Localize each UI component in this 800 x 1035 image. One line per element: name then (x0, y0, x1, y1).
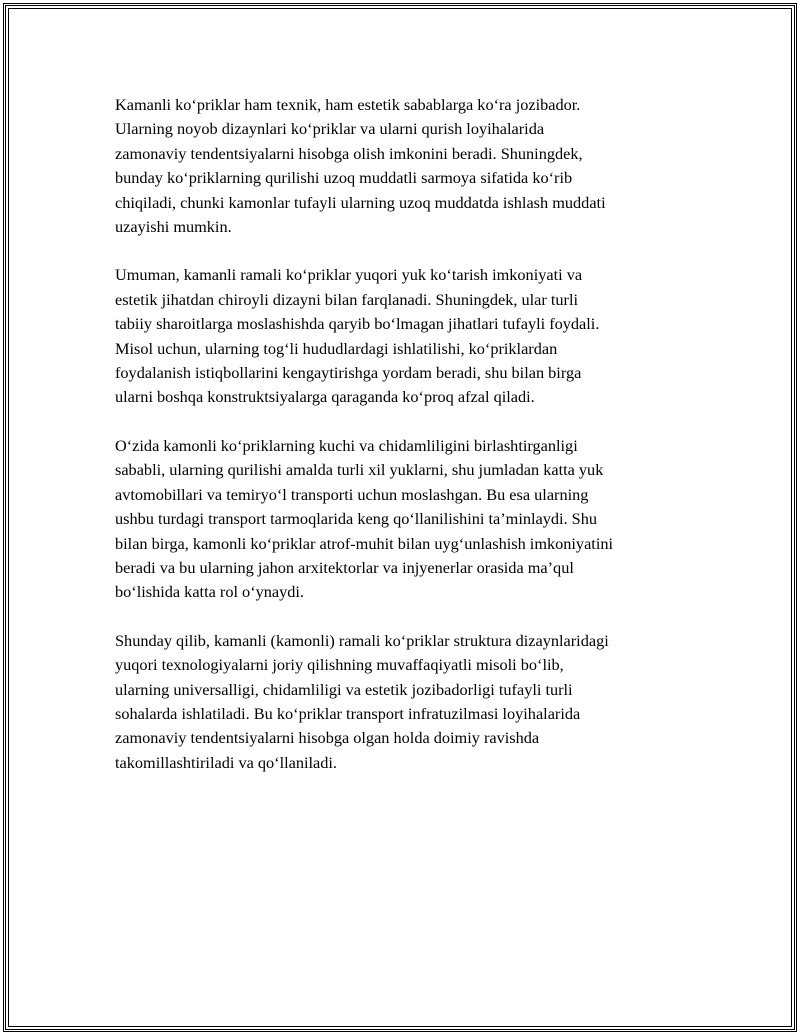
paragraph-2: Umuman, kamanli ramali ko‘priklar yuqori yuk ko‘tarish imkoniyati va estetik jihatdan chiroyli dizayni bilan farqlanadi. Shuningdek, ular turli tabiiy sharoitlarga moslashishda qaryib bo‘lmagan jihatlari tufayli foydali. Misol uchun, ularning tog‘li hududlardagi ishlatilishi, ko‘priklardan foydalanish istiqbollarini kengaytirishga yordam beradi, shu bilan birga ularni boshqa konstruktsiyalarga qaraganda ko‘proq afzal qiladi. (115, 265, 600, 407)
document-body (115, 93, 690, 799)
paragraph-4: Shunday qilib, kamanli (kamonli) ramali ko‘priklar struktura dizaynlaridagi yuqori texnologiyalarni joriy qilishning muvaffaqiyatli misoli bo‘lib, ularning universalligi, chidamliligi va estetik jozibadorligi tufayli turli sohalarda ishlatiladi. Bu ko‘priklar transport infratuzilmasi loyihalarida zamonaviy tendentsiyalarni hisobga olgan holda doimiy ravishda takomillashtiriladi va qo‘llaniladi. (115, 630, 609, 772)
paragraph-1: Kamanli ko‘priklar ham texnik, ham estetik sabablarga ko‘ra jozibador. Ularning noyob dizaynlari ko‘priklar va ularni qurish loyihalarida zamonaviy tendentsiyalarni hisobga olish imkonini beradi. Shuningdek, bunday ko‘priklarning qurilishi uzoq muddatli sarmoya sifatida ko‘rib chiqiladi, chunki kamonlar tufayli ularning uzoq muddatda ishlash muddati uzayishi mumkin. (115, 95, 606, 237)
paragraph-3: O‘zida kamonli ko‘priklarning kuchi va chidamliligini birlashtirganligi sababli, ularning qurilishi amalda turli xil yuklarni, shu jumladan katta yuk avtomobillari va temiryo‘l transporti uchun moslashgan. Bu esa ularning ushbu turdagi transport tarmoqlarida keng qo‘llanilishini ta’minlaydi. Shu bilan birga, kamonli ko‘priklar atrof-muhit bilan uyg‘unlashish imkoniyatini beradi va bu ularning jahon arxitektorlar va injyenerlar orasida ma’qul bo‘lishida katta rol o‘ynaydi. (115, 435, 614, 602)
